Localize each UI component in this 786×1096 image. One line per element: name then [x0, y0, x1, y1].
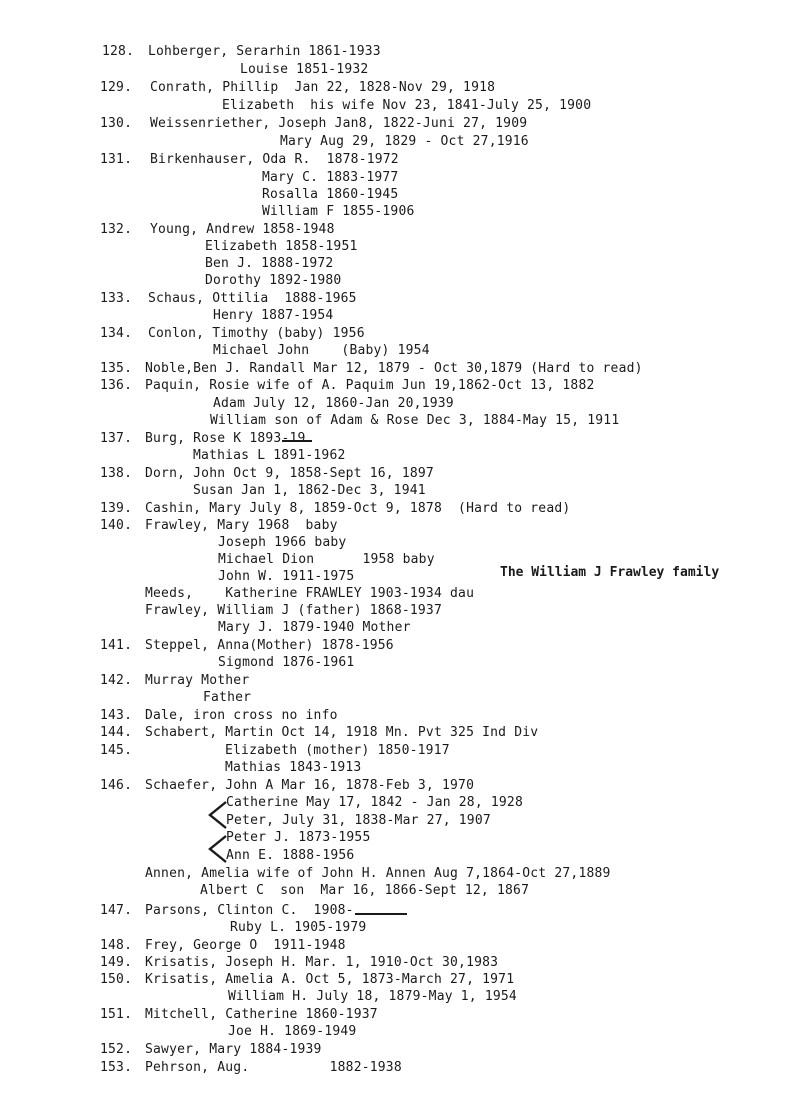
- entry-number: 143.: [100, 708, 133, 723]
- entry-number: 138.: [100, 466, 133, 481]
- entry-number: 151.: [100, 1007, 133, 1022]
- entry-text: Schaefer, John A Mar 16, 1878-Feb 3, 1970: [145, 778, 475, 793]
- entry-text: Young, Andrew 1858-1948: [150, 222, 335, 237]
- entry-text: Louise 1851-1932: [240, 62, 369, 77]
- entry-text: Noble,Ben J. Randall Mar 12, 1879 - Oct 30,1879 (Hard to read): [145, 361, 643, 376]
- entry-text: Birkenhauser, Oda R. 1878-1972: [150, 152, 399, 167]
- entry-text: Cashin, Mary July 8, 1859-Oct 9, 1878 (Hard to read): [145, 501, 571, 516]
- entry-text: Mary Aug 29, 1829 - Oct 27,1916: [280, 134, 529, 149]
- entry-text: Ruby L. 1905-1979: [230, 920, 367, 935]
- blank-underline-147: [355, 913, 407, 915]
- entry-text: Weissenriether, Joseph Jan8, 1822-Juni 27, 1909: [150, 116, 528, 131]
- entry-number: 145.: [100, 743, 133, 758]
- entry-text: Albert C son Mar 16, 1866-Sept 12, 1867: [200, 883, 530, 898]
- entry-number: 148.: [100, 938, 133, 953]
- entry-text: Frawley, William J (father) 1868-1937: [145, 603, 442, 618]
- entry-text: Schabert, Martin Oct 14, 1918 Mn. Pvt 325 Ind Div: [145, 725, 539, 740]
- entry-text: Murray Mother: [145, 673, 250, 688]
- entry-text: Pehrson, Aug. 1882-1938: [145, 1060, 402, 1075]
- entry-text: Joe H. 1869-1949: [228, 1024, 357, 1039]
- entry-text: William H. July 18, 1879-May 1, 1954: [228, 989, 517, 1004]
- entry-text: Michael Dion 1958 baby: [218, 552, 435, 567]
- entry-text: Dorn, John Oct 9, 1858-Sept 16, 1897: [145, 466, 434, 481]
- entry-number: 134.: [100, 326, 133, 341]
- family-note: The William J Frawley family: [500, 565, 720, 580]
- entry-number: 152.: [100, 1042, 133, 1057]
- entry-number: 147.: [100, 903, 133, 918]
- entry-number: 128.: [102, 44, 135, 59]
- entry-text: Peter, July 31, 1838-Mar 27, 1907: [226, 813, 491, 828]
- entry-text: Burg, Rose K 1893-19: [145, 431, 306, 446]
- entry-number: 136.: [100, 378, 133, 393]
- entry-text: Frawley, Mary 1968 baby: [145, 518, 338, 533]
- entry-text: Rosalla 1860-1945: [262, 187, 399, 202]
- entry-text: Henry 1887-1954: [213, 308, 334, 323]
- entry-text: William son of Adam & Rose Dec 3, 1884-May 15, 1911: [210, 413, 620, 428]
- entry-text: Paquin, Rosie wife of A. Paquim Jun 19,1862-Oct 13, 1882: [145, 378, 595, 393]
- entry-number: 140.: [100, 518, 133, 533]
- entry-text: Ben J. 1888-1972: [205, 256, 334, 271]
- entry-text: Ann E. 1888-1956: [226, 848, 355, 863]
- entry-number: 142.: [100, 673, 133, 688]
- entry-text: Adam July 12, 1860-Jan 20,1939: [213, 396, 454, 411]
- bracket-mark-1: [206, 800, 228, 830]
- entry-text: Mathias L 1891-1962: [193, 448, 346, 463]
- entry-text: Mary J. 1879-1940 Mother: [218, 620, 411, 635]
- entry-text: Krisatis, Joseph H. Mar. 1, 1910-Oct 30,1983: [145, 955, 499, 970]
- entry-text: Catherine May 17, 1842 - Jan 28, 1928: [226, 795, 523, 810]
- entry-text: Sawyer, Mary 1884-1939: [145, 1042, 322, 1057]
- entry-text: Dale, iron cross no info: [145, 708, 338, 723]
- entry-number: 137.: [100, 431, 133, 446]
- entry-text: Annen, Amelia wife of John H. Annen Aug 7,1864-Oct 27,1889: [145, 866, 611, 881]
- entry-text: Joseph 1966 baby: [218, 535, 347, 550]
- entry-text: Elizabeth (mother) 1850-1917: [225, 743, 450, 758]
- entry-number: 144.: [100, 725, 133, 740]
- entry-number: 150.: [100, 972, 133, 987]
- entry-text: Mitchell, Catherine 1860-1937: [145, 1007, 378, 1022]
- entry-text: John W. 1911-1975: [218, 569, 355, 584]
- entry-number: 132.: [100, 222, 133, 237]
- entry-number: 130.: [100, 116, 133, 131]
- entry-text: Conlon, Timothy (baby) 1956: [148, 326, 365, 341]
- entry-text: Elizabeth 1858-1951: [205, 239, 358, 254]
- entry-text: Susan Jan 1, 1862-Dec 3, 1941: [193, 483, 426, 498]
- entry-number: 135.: [100, 361, 133, 376]
- entry-text: Steppel, Anna(Mother) 1878-1956: [145, 638, 394, 653]
- entry-text: Sigmond 1876-1961: [218, 655, 355, 670]
- entry-text: Conrath, Phillip Jan 22, 1828-Nov 29, 1918: [150, 80, 496, 95]
- entry-text: Schaus, Ottilia 1888-1965: [148, 291, 357, 306]
- entry-text: Parsons, Clinton C. 1908-: [145, 903, 354, 918]
- entry-text: William F 1855-1906: [262, 204, 415, 219]
- entry-number: 139.: [100, 501, 133, 516]
- entry-number: 153.: [100, 1060, 133, 1075]
- entry-number: 131.: [100, 152, 133, 167]
- entry-text: Mary C. 1883-1977: [262, 170, 399, 185]
- entry-text: Michael John (Baby) 1954: [213, 343, 430, 358]
- entry-number: 141.: [100, 638, 133, 653]
- entry-number: 129.: [100, 80, 133, 95]
- entry-text: Lohberger, Serarhin 1861-1933: [148, 44, 381, 59]
- entry-text: Krisatis, Amelia A. Oct 5, 1873-March 27, 1971: [145, 972, 515, 987]
- entry-text: Elizabeth his wife Nov 23, 1841-July 25, 1900: [222, 98, 592, 113]
- entry-text: Mathias 1843-1913: [225, 760, 362, 775]
- entry-number: 149.: [100, 955, 133, 970]
- entry-number: 146.: [100, 778, 133, 793]
- entry-text: Frey, George O 1911-1948: [145, 938, 346, 953]
- entry-text: Father: [203, 690, 252, 705]
- entry-text: Dorothy 1892-1980: [205, 273, 342, 288]
- entry-text: Meeds, Katherine FRAWLEY 1903-1934 dau: [145, 586, 475, 601]
- bracket-mark-2: [206, 834, 228, 864]
- entry-number: 133.: [100, 291, 133, 306]
- entry-text: Peter J. 1873-1955: [226, 830, 371, 845]
